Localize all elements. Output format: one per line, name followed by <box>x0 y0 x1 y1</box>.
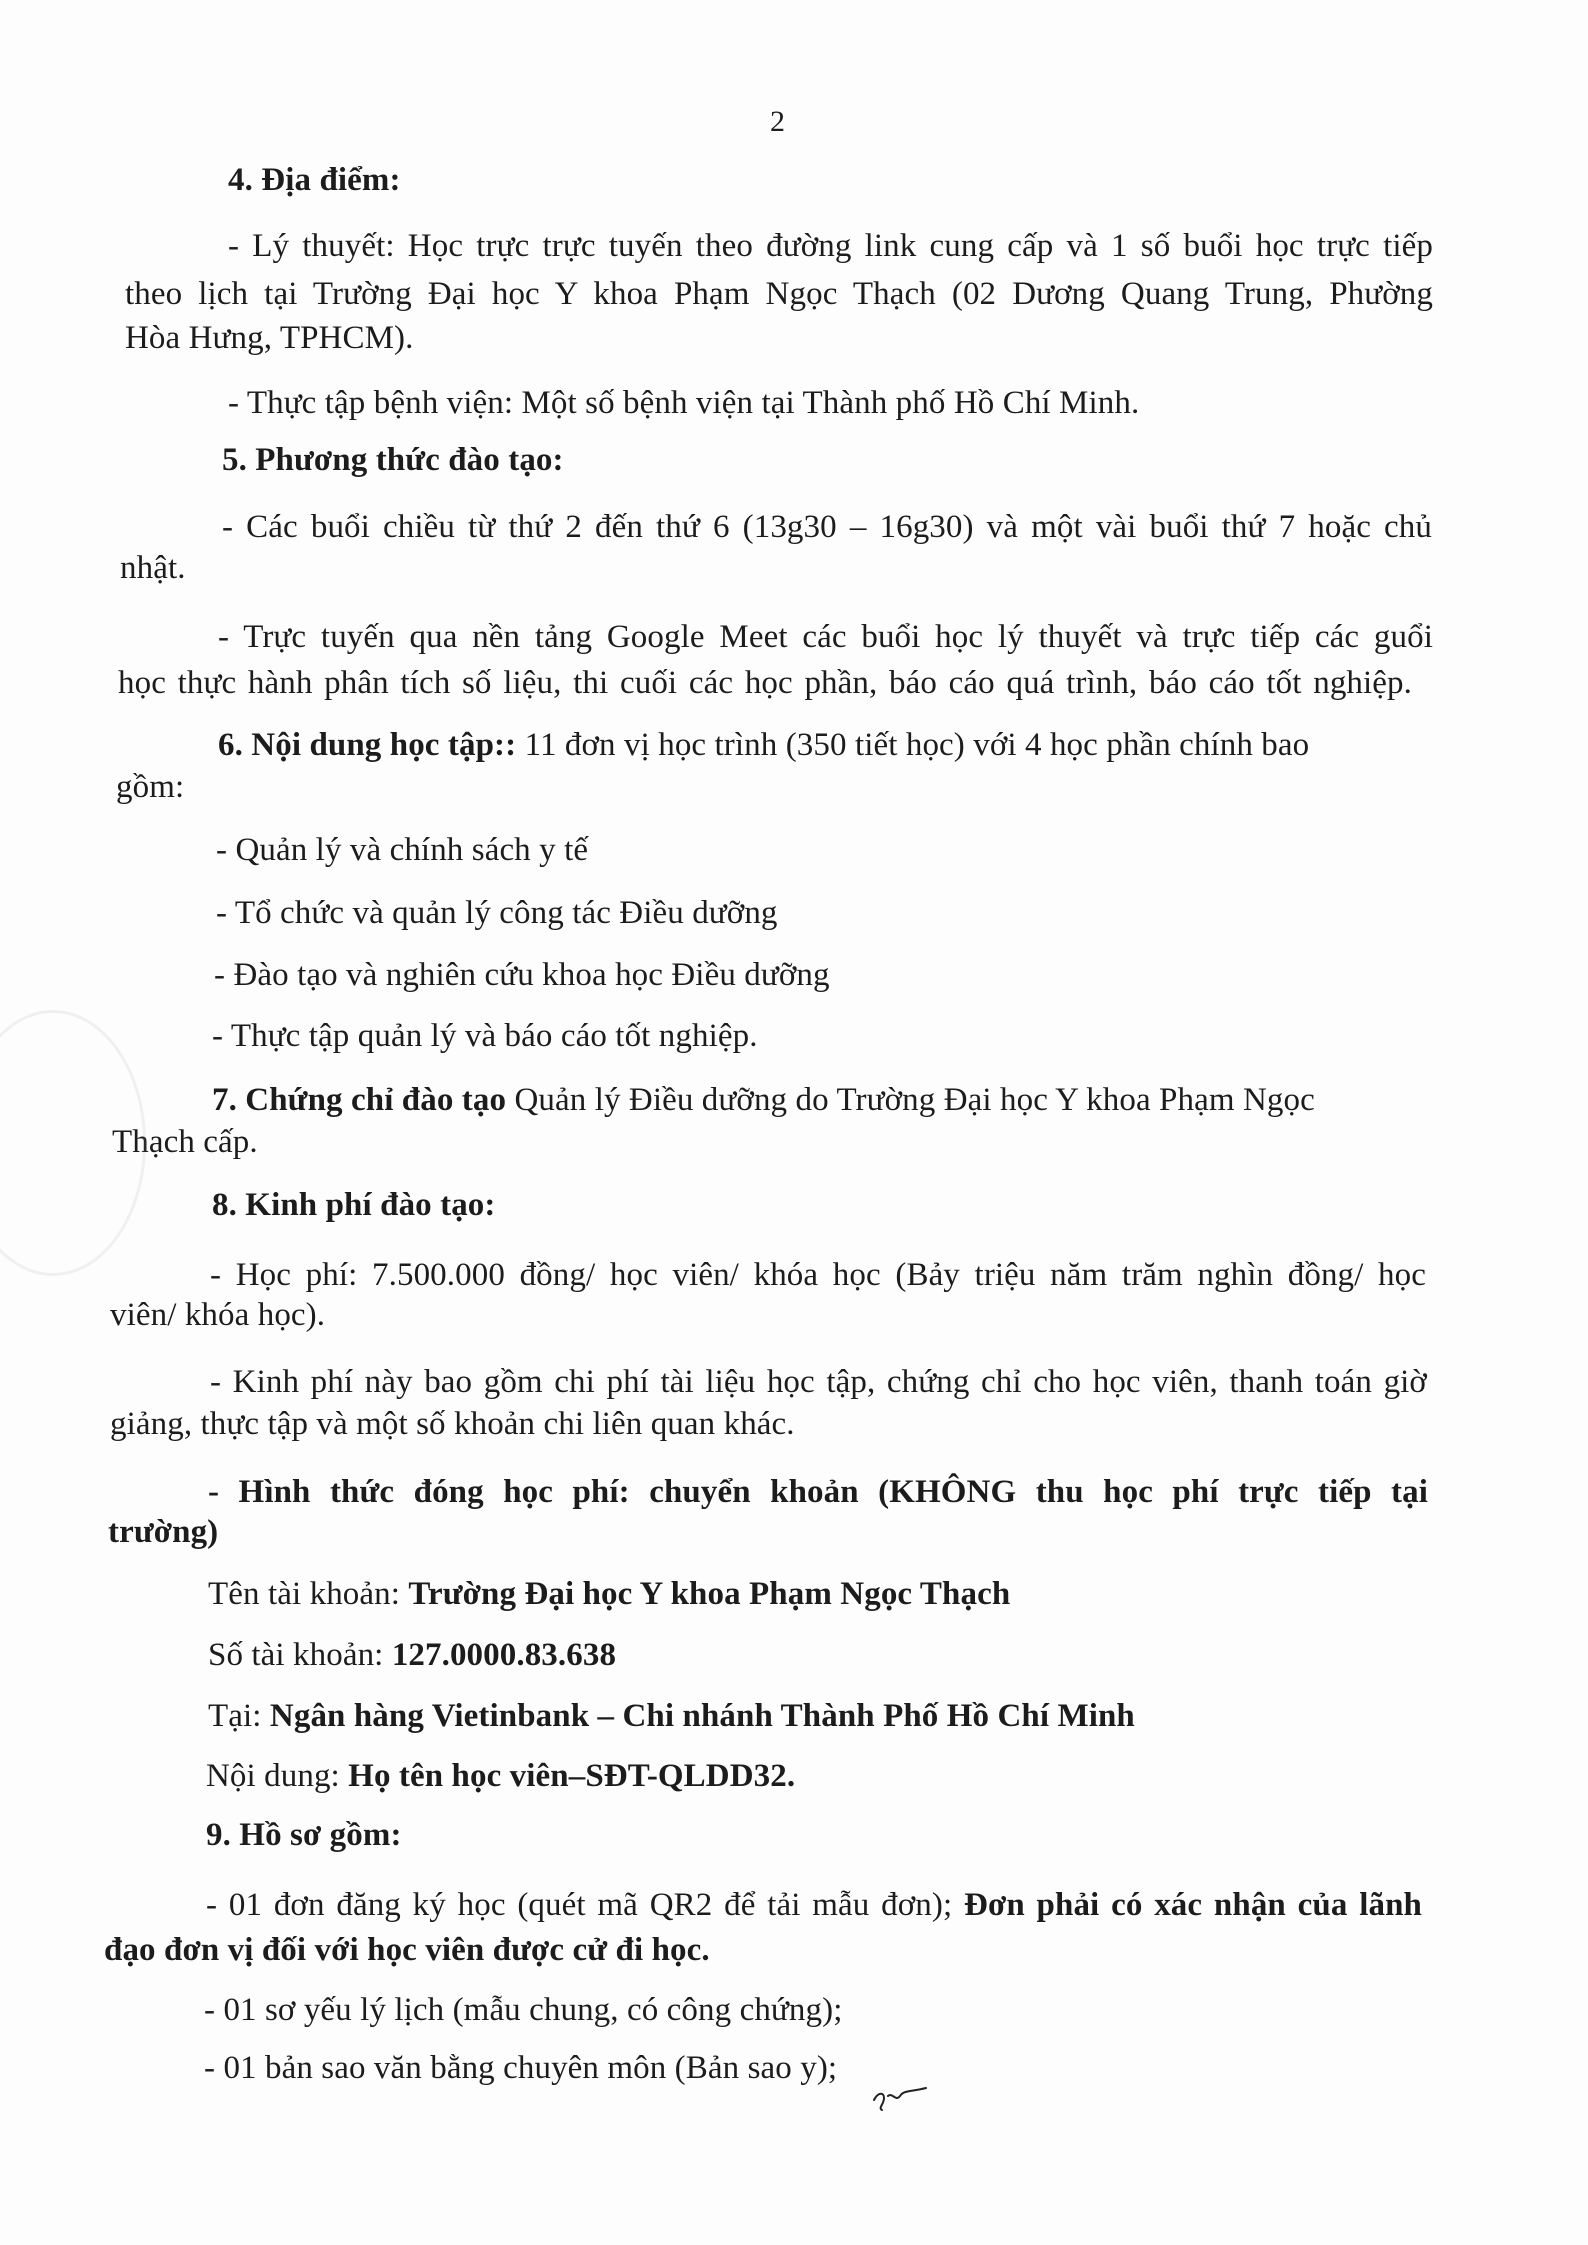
s6-text-line-2: gồm: <box>116 769 185 805</box>
section-5-heading: 5. Phương thức đào tạo: <box>222 442 564 478</box>
s6-item-4: - Thực tập quản lý và báo cáo tốt nghiệp. <box>212 1018 758 1054</box>
account-name-row <box>208 1574 1010 1614</box>
s8-includes-line-1: - Kinh phí này bao gồm chi phí tài liệu học tập, chứng chỉ cho học viên, thanh toán giờ <box>210 1364 1427 1400</box>
s8-fee-line-2: viên/ khóa học). <box>110 1297 326 1333</box>
s6-item-3: - Đào tạo và nghiên cứu khoa học Điều dưỡng <box>214 957 830 993</box>
s5-para2-line-2: học thực hành phân tích số liệu, thi cuối các học phần, báo cáo quá trình, báo cáo tốt nghiệp. <box>118 665 1412 701</box>
s4-theory-line-1: - Lý thuyết: Học trực trực tuyến theo đường link cung cấp và 1 số buổi học trực tiếp <box>228 228 1433 264</box>
s6-item-1: - Quản lý và chính sách y tế <box>216 832 589 868</box>
account-number-label: Số tài khoản: <box>208 1637 392 1673</box>
s4-theory-line-2: theo lịch tại Trường Đại học Y khoa Phạm Ngọc Thạch (02 Dương Quang Trung, Phường <box>125 276 1433 312</box>
s8-includes-line-2: giảng, thực tập và một số khoản chi liên quan khác. <box>110 1406 795 1442</box>
s4-theory-line-3: Hòa Hưng, TPHCM). <box>125 320 414 356</box>
s7-text-line-1: Quản lý Điều dưỡng do Trường Đại học Y khoa Phạm Ngọc <box>506 1082 1315 1118</box>
section-4-heading: 4. Địa điểm: <box>228 162 401 198</box>
bank-label: Tại: <box>208 1698 270 1734</box>
section-7-heading: 7. Chứng chỉ đào tạo <box>212 1082 507 1118</box>
section-7-line-1 <box>212 1080 1315 1120</box>
s8-payment-line-2: trường) <box>108 1514 219 1550</box>
s4-practice: - Thực tập bệnh viện: Một số bệnh viện tại Thành phố Hồ Chí Minh. <box>228 385 1140 421</box>
bank-value: Ngân hàng Vietinbank – Chi nhánh Thành Phố Hồ Chí Minh <box>269 1698 1135 1734</box>
s6-text-line-1: 11 đơn vị học trình (350 tiết học) với 4 học phần chính bao <box>516 727 1310 763</box>
s9-item-1-line-2: đạo đơn vị đối với học viên được cử đi học. <box>104 1932 710 1968</box>
s7-text-line-2: Thạch cấp. <box>112 1124 258 1160</box>
section-6-line-1 <box>218 725 1309 765</box>
s9-item-3: - 01 bản sao văn bằng chuyên môn (Bản sao y); <box>204 2050 838 2086</box>
account-number-row <box>208 1635 616 1675</box>
account-number-value: 127.0000.83.638 <box>391 1637 617 1673</box>
account-name-value: Trường Đại học Y khoa Phạm Ngọc Thạch <box>408 1576 1011 1612</box>
transfer-content-row <box>206 1756 795 1796</box>
transfer-content-label: Nội dung: <box>206 1758 349 1794</box>
s5-para1-line-2: nhật. <box>120 550 186 586</box>
handwritten-initials-mark <box>870 2078 930 2112</box>
page-number: 2 <box>770 105 785 138</box>
s9-item-1-line-1: - 01 đơn đăng ký học (quét mã QR2 để tải mẫu đơn); Đơn phải có xác nhận của lãnh <box>206 1887 1422 1923</box>
s8-fee-line-1: - Học phí: 7.500.000 đồng/ học viên/ khóa học (Bảy triệu năm trăm nghìn đồng/ học <box>210 1257 1426 1293</box>
transfer-content-value: Họ tên học viên–SĐT-QLDD32. <box>348 1758 796 1794</box>
s8-payment-line-1: - Hình thức đóng học phí: chuyển khoản (KHÔNG thu học phí trực tiếp tại <box>208 1474 1428 1510</box>
bank-row <box>208 1696 1135 1736</box>
section-9-heading: 9. Hồ sơ gồm: <box>206 1817 402 1853</box>
section-6-heading: 6. Nội dung học tập:: <box>218 727 517 763</box>
faded-stamp-mark <box>0 1010 146 1276</box>
account-name-label: Tên tài khoản: <box>208 1576 409 1612</box>
s5-para2-line-1: - Trực tuyến qua nền tảng Google Meet các buổi học lý thuyết và trực tiếp các guổi <box>218 619 1433 655</box>
section-8-heading: 8. Kinh phí đào tạo: <box>212 1187 496 1223</box>
s5-para1-line-1: - Các buổi chiều từ thứ 2 đến thứ 6 (13g30 – 16g30) và một vài buổi thứ 7 hoặc chủ <box>222 509 1432 545</box>
s9-item-2: - 01 sơ yếu lý lịch (mẫu chung, có công chứng); <box>204 1992 843 2028</box>
s6-item-2: - Tổ chức và quản lý công tác Điều dưỡng <box>216 895 778 931</box>
